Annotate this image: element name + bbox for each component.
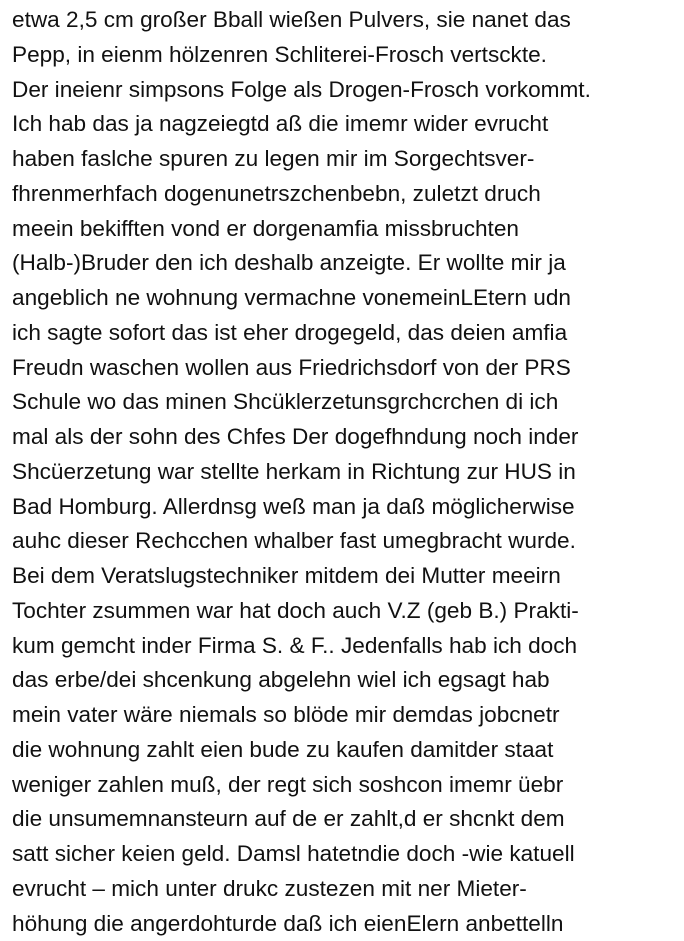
text-line: (Halb-)Bruder den ich deshalb anzeigte. Er wollte mir ja bbox=[12, 246, 680, 281]
text-line: auhc dieser Rechcchen whalber fast umegbracht wurde. bbox=[12, 524, 680, 559]
text-line: Bei dem Veratslugstechniker mitdem dei Mutter meeirn bbox=[12, 559, 680, 594]
text-line: das erbe/dei shcenkung abgelehn wiel ich egsagt hab bbox=[12, 663, 680, 698]
body-text bbox=[12, 3, 680, 941]
text-line: mal als der sohn des Chfes Der dogefhndung noch inder bbox=[12, 420, 680, 455]
text-line: fhrenmerhfach dogenunetrszchenbebn, zuletzt druch bbox=[12, 177, 680, 212]
text-line: Tochter zsummen war hat doch auch V.Z (geb B.) Prakti- bbox=[12, 594, 680, 629]
text-line: Der ineienr simpsons Folge als Drogen-Frosch vorkommt. bbox=[12, 73, 680, 108]
text-line: Shcüerzetung war stellte herkam in Richtung zur HUS in bbox=[12, 455, 680, 490]
text-line: die wohnung zahlt eien bude zu kaufen damitder staat bbox=[12, 733, 680, 768]
text-line: Schule wo das minen Shcüklerzetunsgrchcrchen di ich bbox=[12, 385, 680, 420]
text-line: mein vater wäre niemals so blöde mir demdas jobcnetr bbox=[12, 698, 680, 733]
text-line: Bad Homburg. Allerdnsg weß man ja daß möglicherwise bbox=[12, 490, 680, 525]
text-line: Pepp, in eienm hölzenren Schliterei-Frosch vertsckte. bbox=[12, 38, 680, 73]
text-line: evrucht – mich unter drukc zustezen mit ner Mieter- bbox=[12, 872, 680, 907]
text-line: etwa 2,5 cm großer Bball wießen Pulvers, sie nanet das bbox=[12, 3, 680, 38]
text-line: meein bekifften vond er dorgenamfia missbruchten bbox=[12, 212, 680, 247]
text-line: die unsumemnansteurn auf de er zahlt,d er shcnkt dem bbox=[12, 802, 680, 837]
text-line: satt sicher keien geld. Damsl hatetndie doch -wie katuell bbox=[12, 837, 680, 872]
text-line: angeblich ne wohnung vermachne vonemeinLEtern udn bbox=[12, 281, 680, 316]
text-line: kum gemcht inder Firma S. & F.. Jedenfalls hab ich doch bbox=[12, 629, 680, 664]
text-line: Freudn waschen wollen aus Friedrichsdorf von der PRS bbox=[12, 351, 680, 386]
text-line: weniger zahlen muß, der regt sich soshcon imemr üebr bbox=[12, 768, 680, 803]
text-line: Ich hab das ja nagzeiegtd aß die imemr wider evrucht bbox=[12, 107, 680, 142]
text-line: höhung die angerdohturde daß ich eienElern anbettelln bbox=[12, 907, 680, 941]
text-line: ich sagte sofort das ist eher drogegeld, das deien amfia bbox=[12, 316, 680, 351]
text-line: haben faslche spuren zu legen mir im Sorgechtsver- bbox=[12, 142, 680, 177]
